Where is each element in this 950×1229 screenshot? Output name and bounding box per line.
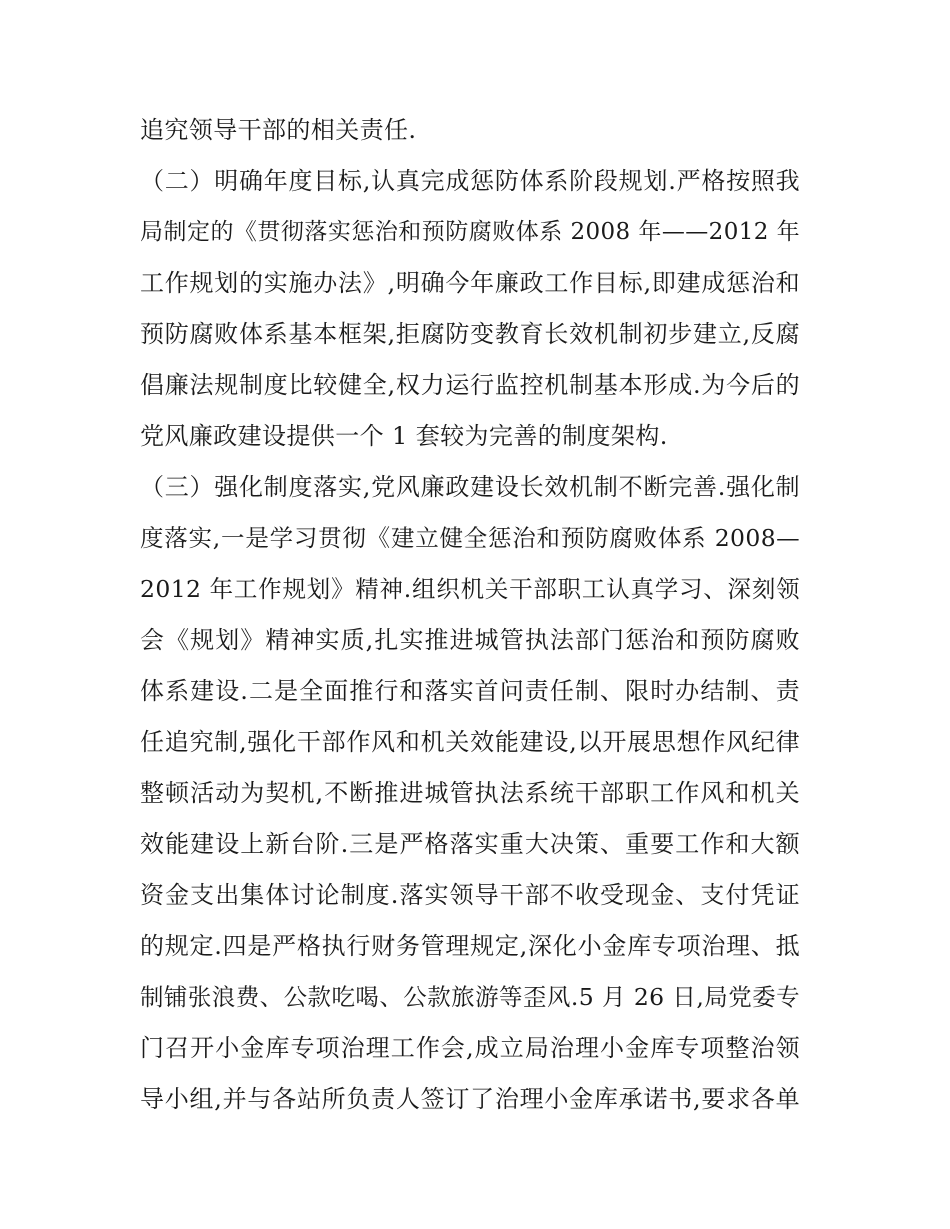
body-text xyxy=(140,107,800,1127)
text-line-9: 度落实,一是学习贯彻《建立健全惩治和预防腐败体系 2008— xyxy=(140,524,800,552)
text-line-10: 2012 年工作规划》精神.组织机关干部职工认真学习、深刻领 xyxy=(140,575,800,603)
text-line-1: 追究领导干部的相关责任. xyxy=(140,116,417,144)
text-line-16: 资金支出集体讨论制度.落实领导干部不收受现金、支付凭证 xyxy=(140,881,800,909)
text-line-14: 整顿活动为契机,不断推进城管执法系统干部职工作风和机关 xyxy=(140,779,800,807)
text-line-11: 会《规划》精神实质,扎实推进城管执法部门惩治和预防腐败 xyxy=(140,626,800,654)
text-line-6: 倡廉法规制度比较健全,权力运行监控机制基本形成.为今后的 xyxy=(140,371,800,399)
text-line-5: 预防腐败体系基本框架,拒腐防变教育长效机制初步建立,反腐 xyxy=(140,320,800,348)
text-line-13: 任追究制,强化干部作风和机关效能建设,以开展思想作风纪律 xyxy=(140,728,800,756)
text-line-7: 党风廉政建设提供一个 1 套较为完善的制度架构. xyxy=(140,422,668,450)
text-line-12: 体系建设.二是全面推行和落实首问责任制、限时办结制、责 xyxy=(140,677,800,705)
text-line-4: 工作规划的实施办法》,明确今年廉政工作目标,即建成惩治和 xyxy=(140,269,800,297)
text-line-3: 局制定的《贯彻落实惩治和预防腐败体系 2008 年——2012 年 xyxy=(140,219,800,245)
text-line-18: 制铺张浪费、公款吃喝、公款旅游等歪风.5 月 26 日,局党委专 xyxy=(140,983,800,1011)
text-line-19: 门召开小金库专项治理工作会,成立局治理小金库专项整治领 xyxy=(140,1034,800,1062)
text-line-2: （二）明确年度目标,认真完成惩防体系阶段规划.严格按照我 xyxy=(140,167,800,195)
text-line-15: 效能建设上新台阶.三是严格落实重大决策、重要工作和大额 xyxy=(140,830,800,858)
text-line-17: 的规定.四是严格执行财务管理规定,深化小金库专项治理、抵 xyxy=(140,932,800,960)
text-line-20: 导小组,并与各站所负责人签订了治理小金库承诺书,要求各单 xyxy=(140,1085,800,1113)
text-line-8: （三）强化制度落实,党风廉政建设长效机制不断完善.强化制 xyxy=(140,473,800,501)
